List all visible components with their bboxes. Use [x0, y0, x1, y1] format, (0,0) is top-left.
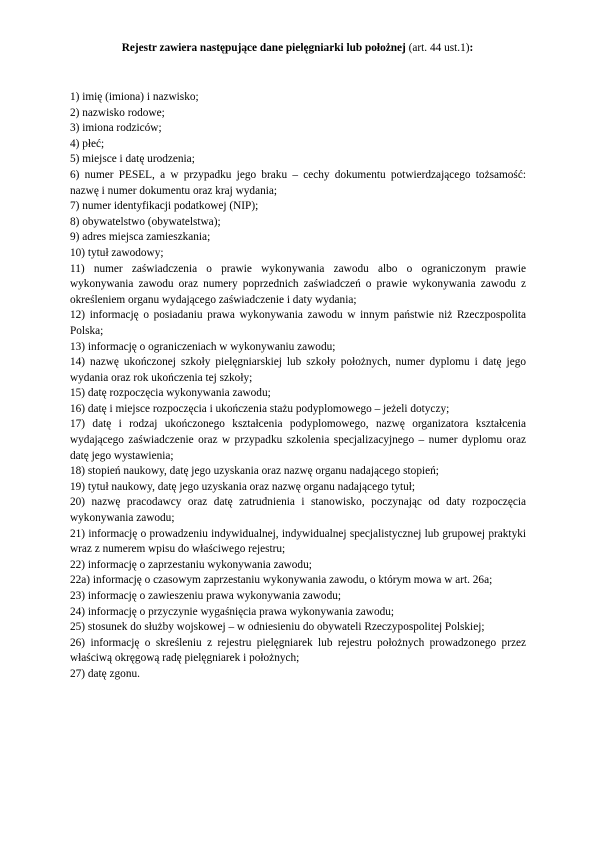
list-item: 10) tytuł zawodowy; — [70, 246, 164, 259]
list-item: 19) tytuł naukowy, datę jego uzyskania oraz nazwę organu nadającego tytuł; — [70, 480, 416, 493]
list-item: 5) miejsce i datę urodzenia; — [70, 153, 195, 166]
list-item: 16) datę i miejsce rozpoczęcia i ukończenia stażu podyplomowego – jeżeli dotyczy; — [70, 402, 450, 415]
list-item: 26) informację o skreśleniu z rejestru pielęgniarek lub rejestru położnych prowadzonego przez właściwą okręgową radę pielęgniarek i położnych; — [70, 636, 526, 665]
list-item: 27) datę zgonu. — [70, 667, 140, 680]
list-item: 6) numer PESEL, a w przypadku jego braku – cechy dokumentu potwierdzającego tożsamość: nazwę i numer dokumentu oraz kraj wydania; — [70, 168, 526, 197]
register-data-list — [70, 90, 526, 683]
list-item: 23) informację o zawieszeniu prawa wykonywania zawodu; — [70, 590, 342, 602]
list-item: 14) nazwę ukończonej szkoły pielęgniarskiej lub szkoły położnych, numer dyplomu i datę jego wydania oraz rok ukończenia tej szkoły; — [70, 356, 526, 384]
heading-colon: : — [469, 42, 474, 54]
list-item: 1) imię (imiona) i nazwisko; — [70, 91, 199, 103]
list-item: 22a) informację o czasowym zaprzestaniu wykonywania zawodu, o którym mowa w art. 26a; — [70, 574, 493, 587]
list-item: 12) informację o posiadaniu prawa wykonywania zawodu w innym państwie niż Rzeczpospolita Polska; — [70, 309, 526, 337]
list-item: 25) stosunek do służby wojskowej – w odniesieniu do obywateli Rzeczypospolitej Polskiej; — [70, 621, 485, 634]
list-item: 20) nazwę pracodawcy oraz datę zatrudnienia i stanowisko, poczynając od daty rozpoczęcia wykonywania zawodu; — [70, 496, 526, 525]
list-item: 24) informację o przyczynie wygaśnięcia prawa wykonywania zawodu; — [70, 605, 395, 618]
list-item: 3) imiona rodziców; — [70, 122, 162, 135]
list-item: 18) stopień naukowy, datę jego uzyskania oraz nazwę organu nadającego stopień; — [70, 465, 439, 478]
list-item: 4) płeć; — [70, 137, 105, 150]
heading-article-reference: (art. 44 ust.1) — [405, 42, 470, 54]
list-item: 15) datę rozpoczęcia wykonywania zawodu; — [70, 387, 271, 400]
document-heading — [0, 41, 595, 55]
list-item: 21) informację o prowadzeniu indywidualnej, indywidualnej specjalistycznej lub grupowej praktyki wraz z numerem wpisu do właściwego rejestru; — [70, 527, 526, 556]
list-item: 7) numer identyfikacji podatkowej (NIP); — [70, 200, 259, 213]
list-item: 9) adres miejsca zamieszkania; — [70, 231, 211, 244]
list-item: 11) numer zaświadczenia o prawie wykonywania zawodu albo o ograniczonym prawie wykonywania zawodu oraz numery poprzednich zaświadczeń o prawie wykonywania zawodu z określeniem organu wydającego zaświadczenie i daty wydania; — [70, 262, 526, 306]
list-item: 22) informację o zaprzestaniu wykonywania zawodu; — [70, 558, 312, 571]
list-item: 8) obywatelstwo (obywatelstwa); — [70, 215, 221, 228]
heading-bold-text: Rejestr zawiera następujące dane pielęgniarki lub położnej — [121, 42, 406, 54]
list-item: 13) informację o ograniczeniach w wykonywaniu zawodu; — [70, 340, 336, 353]
list-item: 2) nazwisko rodowe; — [70, 106, 165, 119]
list-item: 17) datę i rodzaj ukończonego kształcenia podyplomowego, nazwę organizatora kształcenia wydającego zaświadczenie oraz w przypadku szkolenia specjalizacyjnego – numer dyplomu oraz datę jego wystawienia; — [70, 418, 526, 462]
